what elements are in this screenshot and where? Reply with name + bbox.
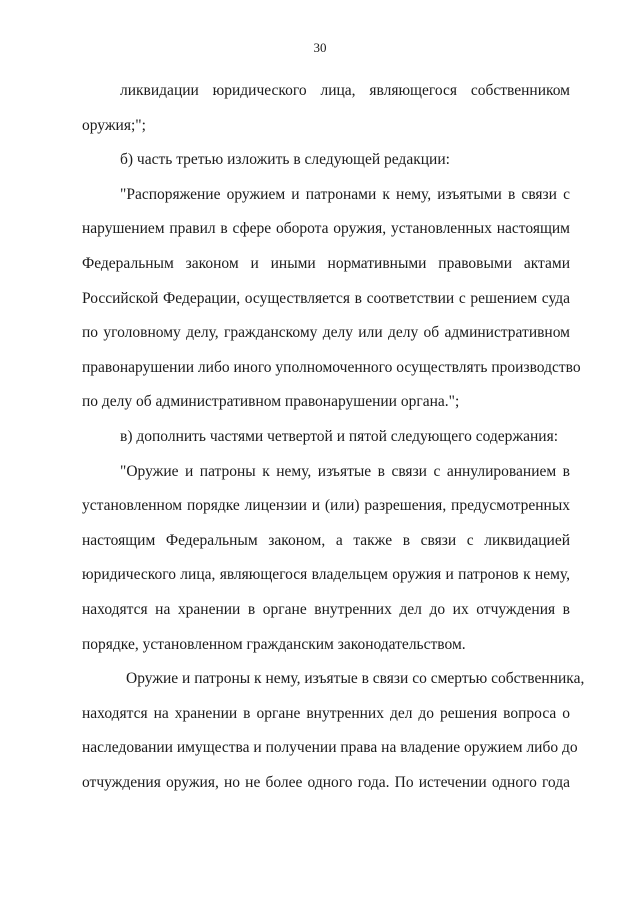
text-line: юридического лица, являющегося владельцем оружия и патронов к нему, xyxy=(82,566,570,584)
text-line: оружия;"; xyxy=(82,116,146,134)
text-line: нарушением правил в сфере оборота оружия, установленных настоящим xyxy=(82,220,570,238)
text-line: наследовании имущества и получении права на владение оружием либо до xyxy=(82,739,578,757)
text-line: по делу об административном правонарушении органа."; xyxy=(82,393,460,411)
text-line: находятся на хранении в органе внутренних дел до решения вопроса о xyxy=(82,704,570,722)
text-line: "Оружие и патроны к нему, изъятые в связи с аннулированием в xyxy=(120,462,570,480)
text-line: Федеральным законом и иными нормативными правовыми актами xyxy=(82,254,570,272)
text-line: находятся на хранении в органе внутренних дел до их отчуждения в xyxy=(82,600,570,618)
text-line: в) дополнить частями четвертой и пятой следующего содержания: xyxy=(120,427,559,445)
text-line: установленном порядке лицензии и (или) разрешения, предусмотренных xyxy=(82,497,570,515)
page-number: 30 xyxy=(313,40,327,55)
text-line: Оружие и патроны к нему, изъятые в связи со смертью собственника, xyxy=(126,670,585,688)
document-body xyxy=(82,74,585,800)
text-line: ликвидации юридического лица, являющегося собственником xyxy=(120,82,570,99)
text-line: порядке, установленном гражданским законодательством. xyxy=(82,635,466,653)
text-line: по уголовному делу, гражданскому делу или делу об административном xyxy=(82,324,570,342)
text-line: настоящим Федеральным законом, а также в связи с ликвидацией xyxy=(82,531,570,549)
text-line: отчуждения оружия, но не более одного года. По истечении одного года xyxy=(82,773,570,791)
text-line: б) часть третью изложить в следующей редакции: xyxy=(120,151,450,169)
text-line: правонарушении либо иного уполномоченного осуществлять производство xyxy=(82,358,581,376)
text-line: Российской Федерации, осуществляется в соответствии с решением суда xyxy=(82,289,570,307)
text-line: "Распоряжение оружием и патронами к нему, изъятыми в связи с xyxy=(120,185,570,203)
